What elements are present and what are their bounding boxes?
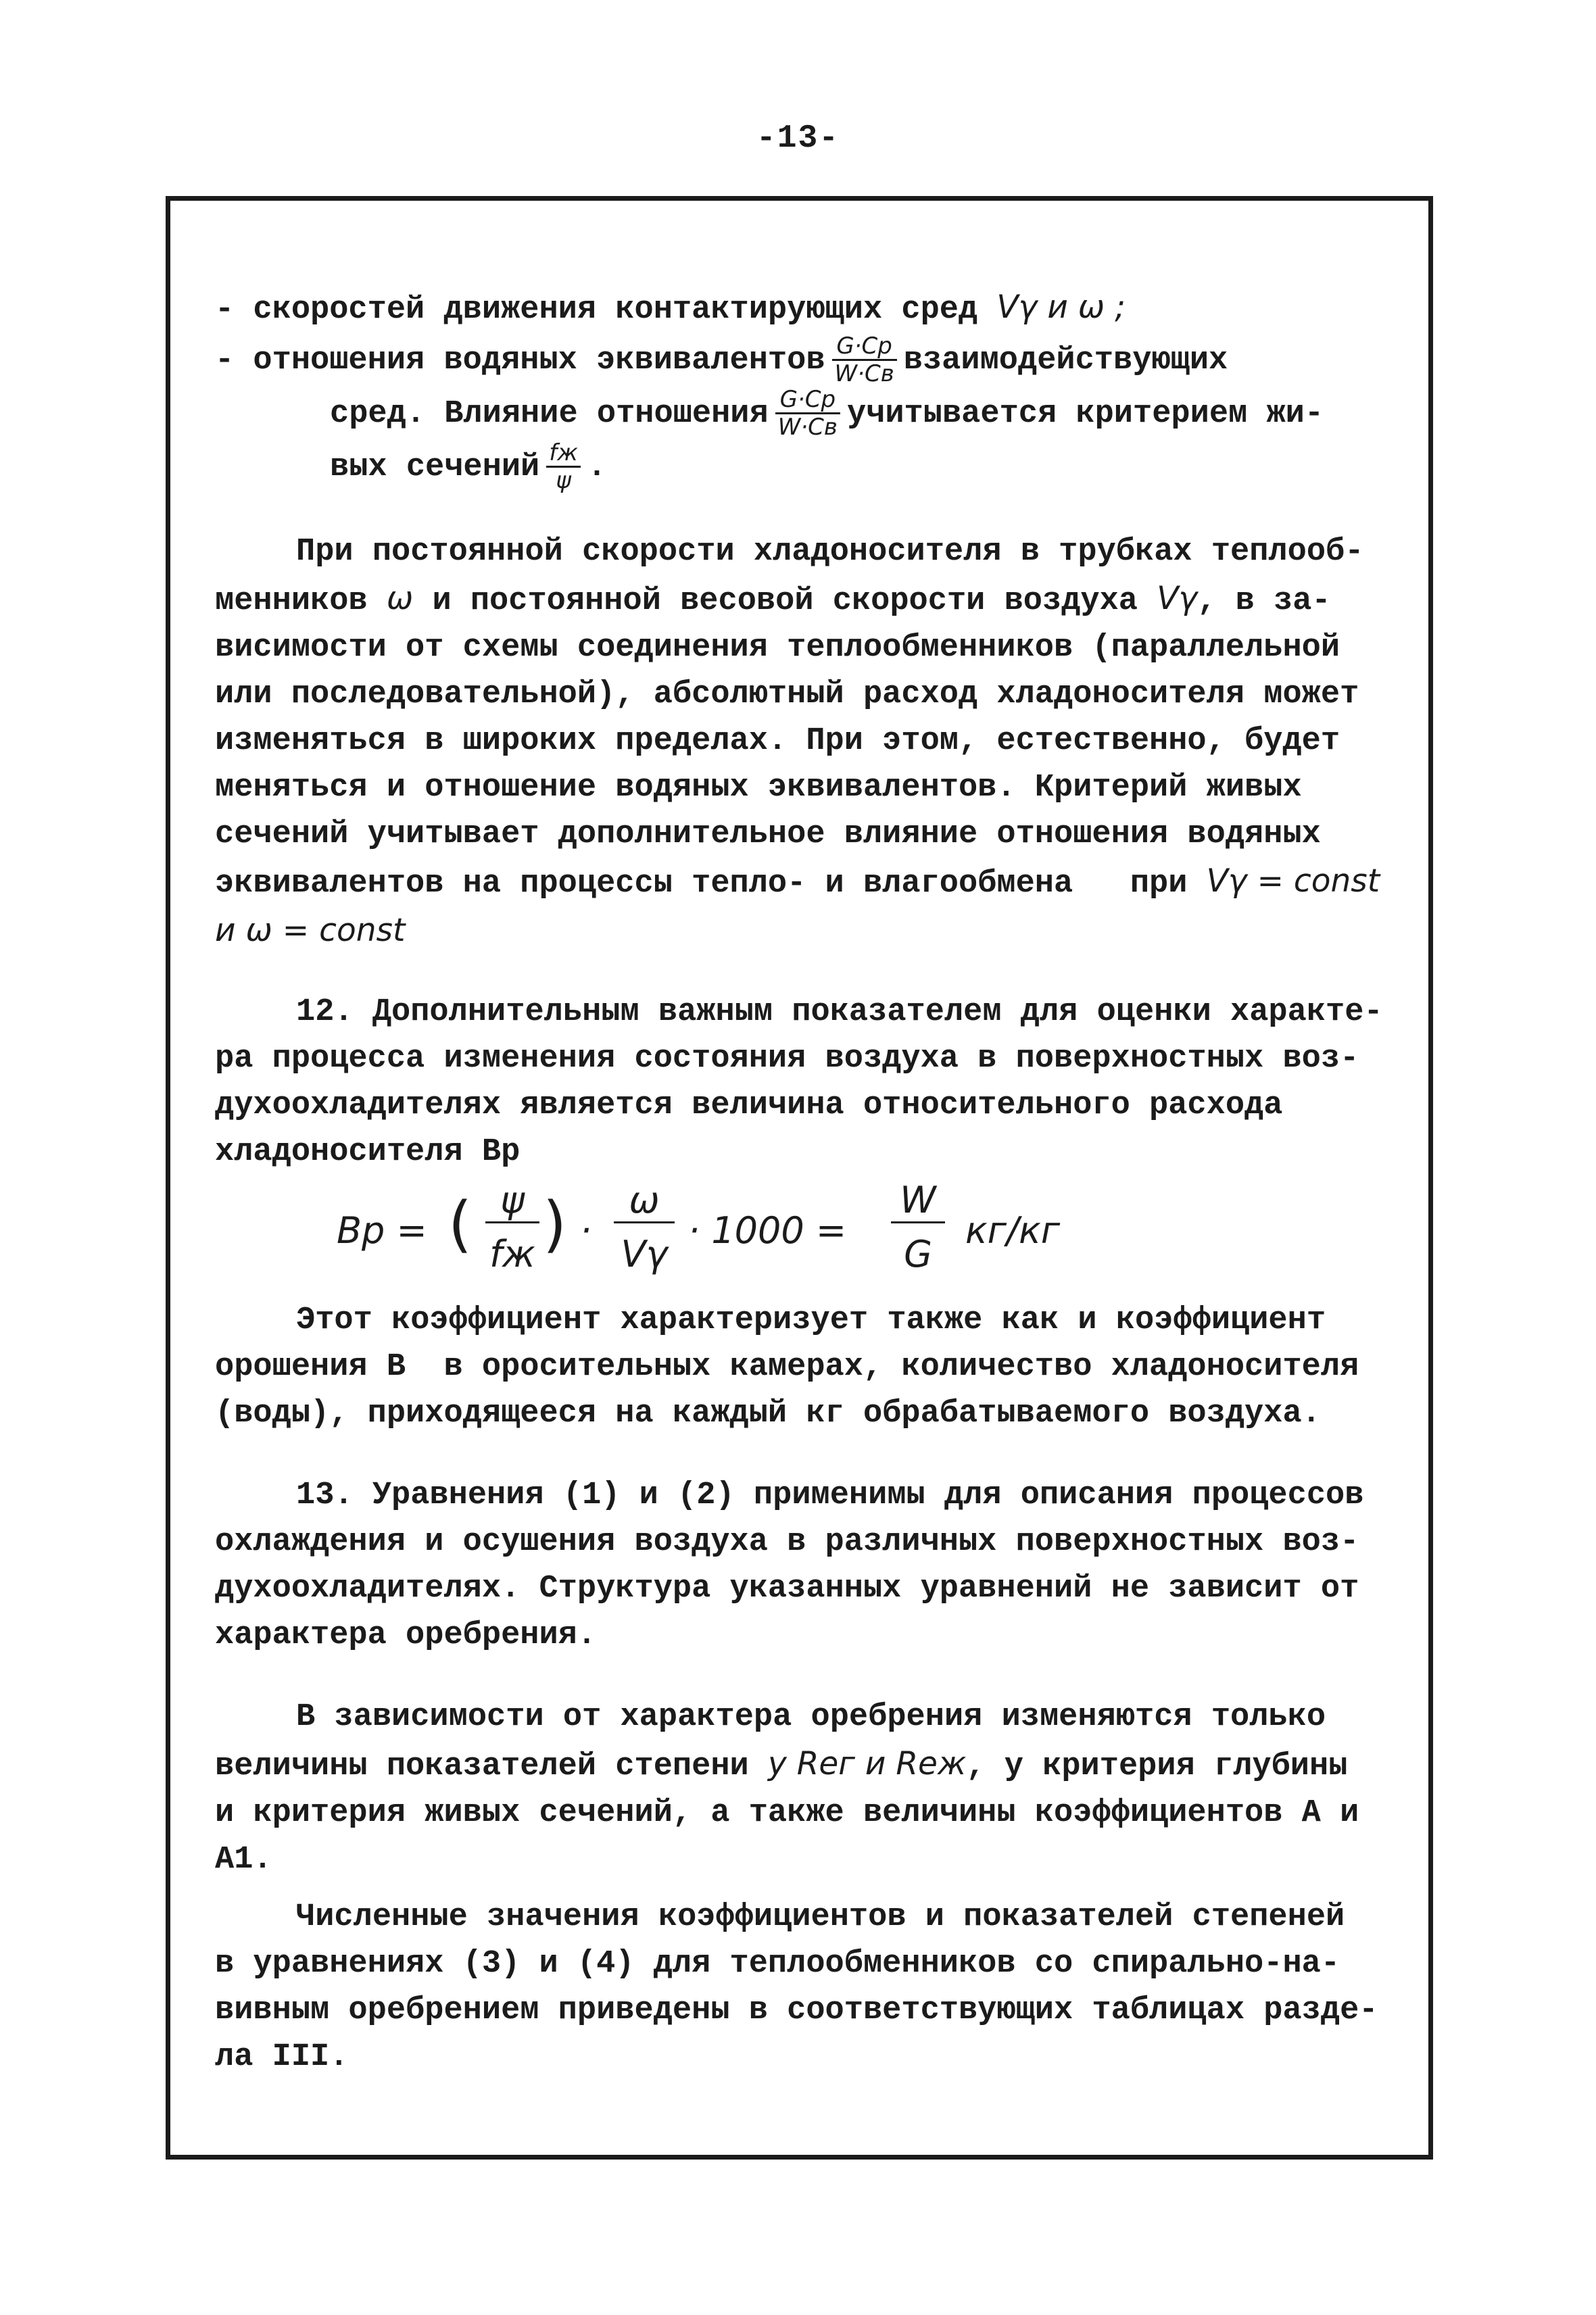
paragraph-fin-dependence: В зависимости от характера оребрения изменяются только величины показателей степени у Reг и Reж, у критерия глубины и критерия живых сечений, а также величины коэффициентов А и А1. xyxy=(215,1699,1359,1878)
list-item-velocity: - скоростей движения контактирующих сред Vγ и ω ; xyxy=(215,289,1126,328)
list-item-water-equivalents: - отношения водяных эквивалентов $\frac{G\cdot Cp}{W\cdot Cв}$ взаимодействующих xyxy=(215,333,1228,387)
paragraph-coefficient: Этот коэффициент характеризует также как и коэффициент орошения В в оросительных камерах, количество хладоносителя (воды), приходящееся на каждый кг обрабатываемого воздуха. xyxy=(215,1302,1359,1432)
page-number: -13- xyxy=(756,120,840,157)
paragraph-12: 12. Дополнительным важным показателем для оценки характе- ра процесса изменения состояния воздуха в поверхностных воз- духоохладителях является величина относительного расхода хладоносителя Вр xyxy=(215,994,1383,1170)
document-body: - скоростей движения контактирующих сред Vγ и ω ; - отношения водяных эквивалентов $\frac{G\cdot Cp}{W\cdot Cв}$ взаимодействующих сред. Влияние отношения $\frac{G\cdot Cp}{W\cdot Cв}$ учитывается критерием жи- вых сечений $\frac{fж}{\psi}$ . При постоянной скорости хладоносителя в трубках теплооб- менников ω и постоянной весовой скорости воздуха Vγ, в за- висимости от схемы соединения теплообменников (параллельной или последовательной), абсолютный расход хладоносителя может изменяться в широких пределах. При этом, естественно, будет меняться и отношение водяных эквивалентов. Критерий живых сечений учитывает дополнительное влияние отношения водяных эквивалентов на процессы тепло- и влагообмена при Vγ = const и ω = const 12. Дополнительным важным показателем для оценки характе- ра процесса изменения состояния воздуха в поверхностных воз- духоохладителях является величина относительного расхода хладоносителя Вр Bр = ( ψ fж ) · ω Vγ · 1000 = W G кг/кг Этот коэффициент характеризует также как и коэффициент орошения В в оросительных камерах, количество хладоносителя (воды), приходящееся на каждый кг обрабатываемого воздуха. 13. Уравнения (1) и (2) применимы для описания процессов охлаждения и осушения воздуха в различных поверхностных воз- духоохладителях. Структура указанных уравнений не зависит от характера оребрения. В зависимости от характера оребрения изменяются только величины показателей степени у Reг и Reж, у критерия глубины и критерия живых сечений, а также величины коэффициентов А и А1. Численные значения коэффициентов и показателей степеней в уравнениях (3) и (4) для теплообменников со спирально-на- вивным оребрением приведены в соответствующих таблицах разде- ла III. xyxy=(215,284,1418,2080)
formula-relative-coolant-flow: Bр = ( ψ fж ) · ω Vγ · 1000 = W G кг/кг xyxy=(337,1179,1061,1275)
paragraph-numeric-values: Численные значения коэффициентов и показателей степеней в уравнениях (3) и (4) для теплообменников со спирально-на- вивным оребрением приведены в соответствующих таблицах разде- ла III. xyxy=(215,1899,1378,2075)
paragraph-coolant-velocity: При постоянной скорости хладоносителя в трубках теплооб- менников ω и постоянной весовой скорости воздуха Vγ, в за- висимости от схемы соединения теплообменников (параллельной или последовательной), абсолютный расход хладоносителя может изменяться в широких пределах. При этом, естественно, будет меняться и отношение водяных эквивалентов. Критерий живых сечений учитывает дополнительное влияние отношения водяных эквивалентов на процессы тепло- и влагообмена при Vγ = const и ω = const xyxy=(215,534,1380,949)
paragraph-13: 13. Уравнения (1) и (2) применимы для описания процессов охлаждения и осушения воздуха в различных поверхностных воз- духоохладителях. Структура указанных уравнений не зависит от характера оребрения. xyxy=(215,1478,1364,1653)
